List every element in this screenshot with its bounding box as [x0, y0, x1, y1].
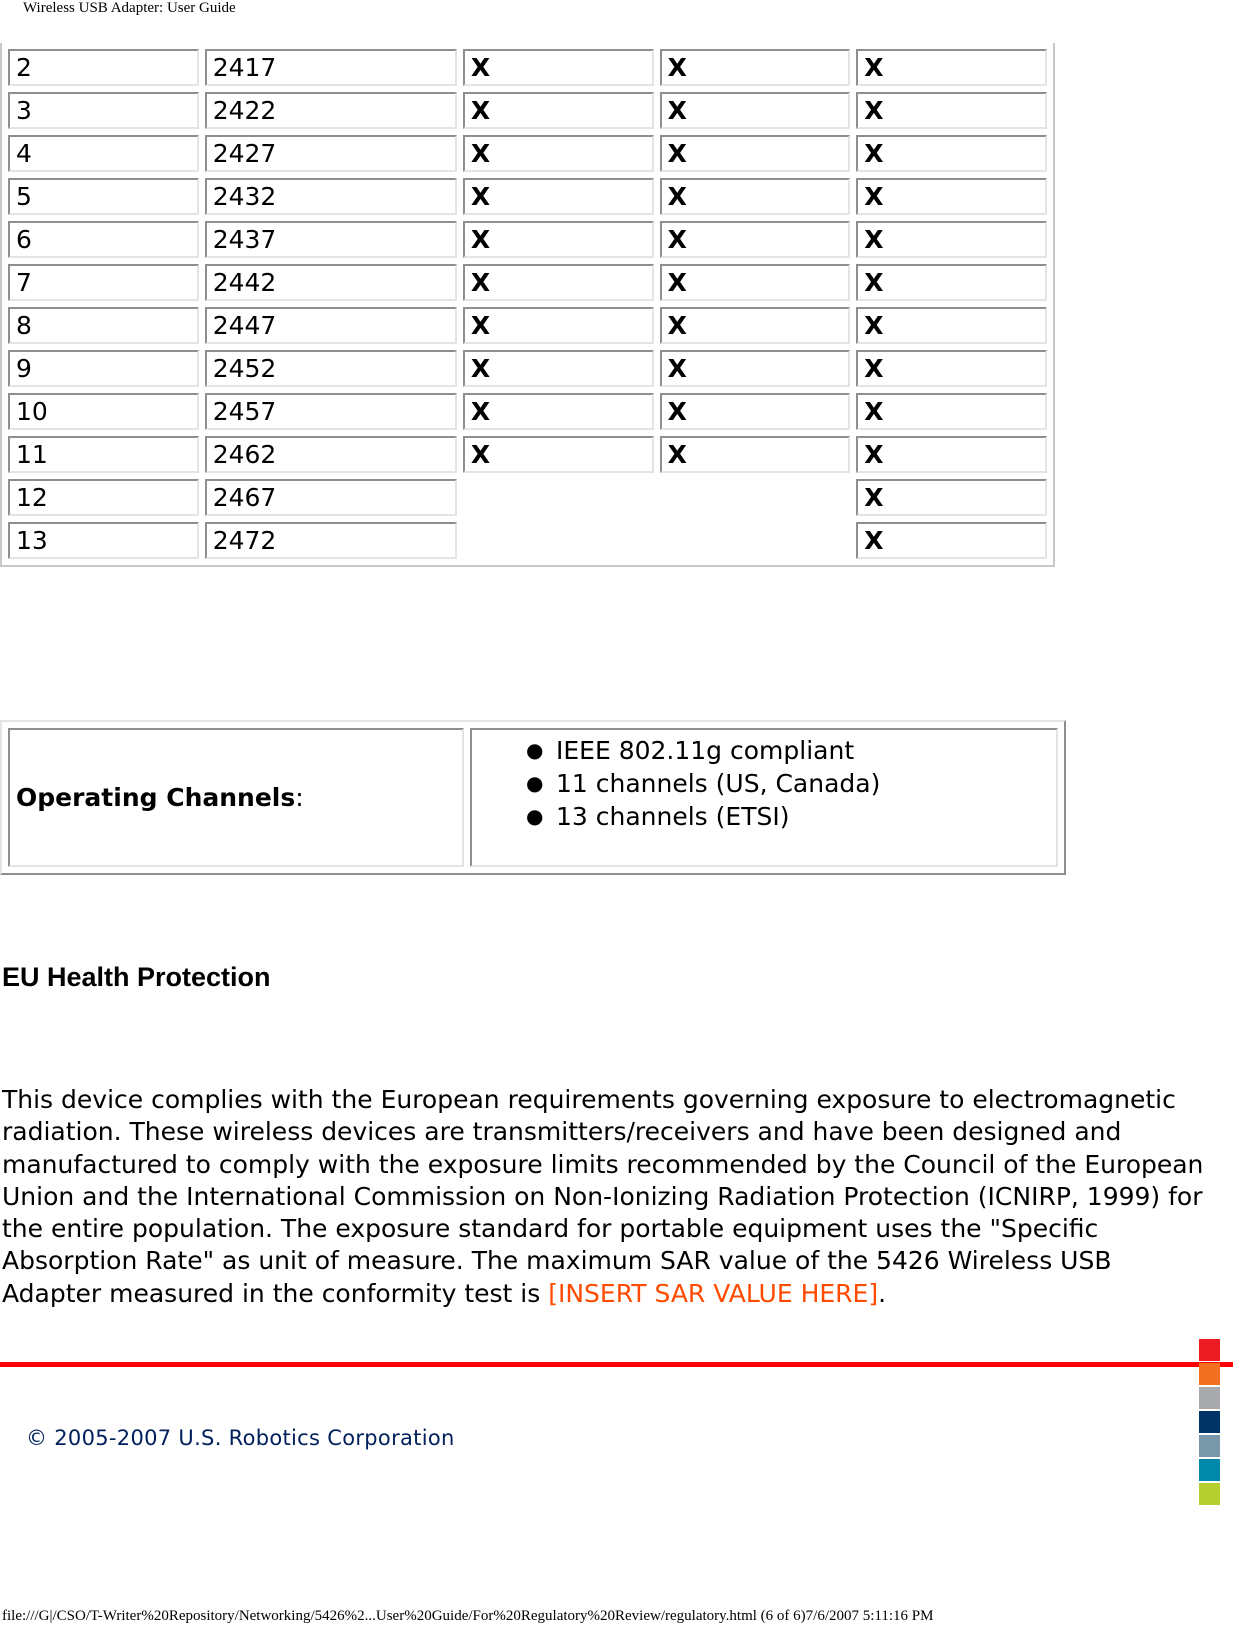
region-mark-cell: X: [856, 178, 1047, 215]
frequency-cell: 2427: [205, 135, 457, 172]
channel-number-cell: 3: [8, 92, 199, 129]
region-mark-cell: X: [856, 264, 1047, 301]
region-mark-cell: [463, 522, 654, 559]
table-row: [8, 264, 1047, 301]
region-mark-cell: X: [463, 350, 654, 387]
region-mark-cell: X: [856, 221, 1047, 258]
region-mark-cell: X: [856, 522, 1047, 559]
copyright-notice: © 2005-2007 U.S. Robotics Corporation: [26, 1426, 455, 1450]
channel-number-cell: 13: [8, 522, 199, 559]
print-footer-path: file:///G|/CSO/T-Writer%20Repository/Networking/5426%2...User%20Guide/For%20Regulatory%20Review/regulatory.html (6 of 6)7/6/2007 5:11:16 PM: [2, 1608, 934, 1624]
end-punct: .: [878, 1278, 887, 1308]
region-mark-cell: X: [856, 135, 1047, 172]
table-row: [8, 393, 1047, 430]
region-mark-cell: X: [856, 350, 1047, 387]
channel-number-cell: 2: [8, 49, 199, 86]
list-item: ● 11 channels (US, Canada): [526, 769, 881, 798]
eu-health-body-text: This device complies with the European requirements governing exposure to electromagnetic radiation. These wireless devices are transmitters/receivers and have been designed and manufactured to comply with the exposure limits recommended by the Council of the European Union and the International Commission on Non-Ionizing Radiation Protection (ICNIRP, 1999) for the entire population. The exposure standard for portable equipment uses the "Specific Absorption Rate" as unit of measure. The maximum SAR value of the 5426 Wireless USB Adapter measured in the conformity test is: [2, 1085, 1204, 1308]
channel-number-cell: 7: [8, 264, 199, 301]
bullet-icon: ●: [526, 738, 544, 762]
table-row: [8, 92, 1047, 129]
bullet-icon: ●: [526, 771, 544, 795]
channel-number-cell: 4: [8, 135, 199, 172]
region-mark-cell: X: [660, 436, 851, 473]
frequency-cell: 2447: [205, 307, 457, 344]
operating-channels-list-cell: [470, 728, 1058, 867]
table-row: [8, 307, 1047, 344]
eu-health-heading: EU Health Protection: [2, 962, 271, 992]
color-swatch: [1199, 1339, 1220, 1361]
channel-number-cell: 5: [8, 178, 199, 215]
region-mark-cell: X: [463, 135, 654, 172]
table-row: [8, 135, 1047, 172]
region-mark-cell: X: [463, 178, 654, 215]
region-mark-cell: X: [660, 307, 851, 344]
frequency-cell: 2472: [205, 522, 457, 559]
region-mark-cell: X: [463, 92, 654, 129]
channel-number-cell: 12: [8, 479, 199, 516]
channel-number-cell: 6: [8, 221, 199, 258]
region-mark-cell: X: [660, 393, 851, 430]
region-mark-cell: X: [856, 479, 1047, 516]
region-mark-cell: [463, 479, 654, 516]
table-row: [8, 436, 1047, 473]
bullet-icon: ●: [526, 804, 544, 828]
frequency-cell: 2462: [205, 436, 457, 473]
frequency-cell: 2452: [205, 350, 457, 387]
frequency-cell: 2422: [205, 92, 457, 129]
region-mark-cell: X: [463, 221, 654, 258]
operating-channels-table: [0, 720, 1066, 875]
list-item: ● IEEE 802.11g compliant: [526, 736, 855, 765]
print-header-title: Wireless USB Adapter: User Guide: [23, 0, 236, 16]
region-mark-cell: X: [856, 307, 1047, 344]
region-mark-cell: X: [856, 393, 1047, 430]
region-mark-cell: X: [463, 393, 654, 430]
frequency-cell: 2467: [205, 479, 457, 516]
table-row: [8, 479, 1047, 516]
sar-placeholder: [INSERT SAR VALUE HERE]: [548, 1278, 879, 1308]
frequency-cell: 2417: [205, 49, 457, 86]
region-mark-cell: X: [463, 436, 654, 473]
region-mark-cell: X: [463, 264, 654, 301]
region-mark-cell: X: [856, 92, 1047, 129]
frequency-cell: 2442: [205, 264, 457, 301]
region-mark-cell: X: [660, 221, 851, 258]
color-swatch: [1199, 1435, 1220, 1457]
region-mark-cell: X: [463, 49, 654, 86]
table-row: [8, 522, 1047, 559]
region-mark-cell: X: [660, 135, 851, 172]
frequency-cell: 2457: [205, 393, 457, 430]
channel-table-body: [8, 49, 1047, 559]
operating-channels-colon: :: [295, 783, 304, 812]
operating-channels-label: Operating Channels: [16, 783, 296, 812]
channel-table: [0, 43, 1055, 567]
color-swatch: [1199, 1411, 1220, 1433]
color-swatch: [1199, 1483, 1220, 1505]
region-mark-cell: X: [660, 178, 851, 215]
channel-number-cell: 8: [8, 307, 199, 344]
footer-divider: [0, 1362, 1233, 1367]
region-mark-cell: X: [660, 264, 851, 301]
table-row: [8, 178, 1047, 215]
table-row: [8, 49, 1047, 86]
region-mark-cell: X: [660, 49, 851, 86]
channel-number-cell: 11: [8, 436, 199, 473]
region-mark-cell: X: [856, 49, 1047, 86]
color-swatch: [1199, 1459, 1220, 1481]
channel-number-cell: 9: [8, 350, 199, 387]
frequency-cell: 2437: [205, 221, 457, 258]
region-mark-cell: [660, 479, 851, 516]
region-mark-cell: X: [660, 350, 851, 387]
region-mark-cell: X: [856, 436, 1047, 473]
table-row: [8, 350, 1047, 387]
channel-number-cell: 10: [8, 393, 199, 430]
table-row: [8, 221, 1047, 258]
operating-channels-list: [478, 734, 1050, 833]
region-mark-cell: X: [463, 307, 654, 344]
region-mark-cell: [660, 522, 851, 559]
region-mark-cell: X: [660, 92, 851, 129]
eu-health-body: [2, 1084, 1217, 1310]
frequency-cell: 2432: [205, 178, 457, 215]
operating-channels-label-cell: [8, 728, 464, 867]
color-swatch: [1199, 1363, 1220, 1385]
list-item: ● 13 channels (ETSI): [526, 802, 790, 831]
color-swatch: [1199, 1387, 1220, 1409]
